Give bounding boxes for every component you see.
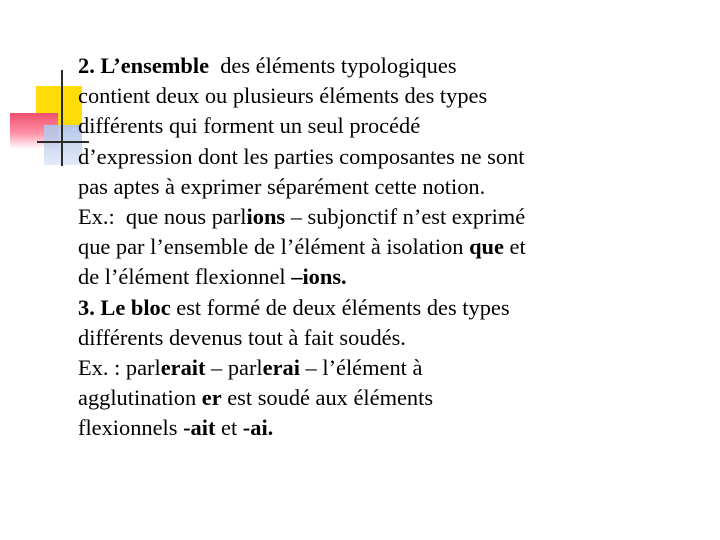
text-segment: Ex. : parl [78,354,161,380]
slide-text-body [78,51,708,443]
bold-text-segment: –ions. [291,264,347,290]
bold-text-segment: erai [262,354,300,380]
text-segment: est soudé aux éléments [221,385,434,411]
text-line [78,81,708,111]
bold-text-segment: er [201,385,222,411]
text-line [78,111,708,141]
text-segment: contient deux ou plusieurs éléments des types [78,83,488,109]
bold-text-segment: -ai. [242,415,274,441]
text-segment: – subjonctif n’est exprimé [285,203,526,229]
text-line [78,232,708,262]
text-segment: différents qui forment un seul procédé [78,113,421,139]
text-line [78,323,708,353]
text-line [78,202,708,232]
bold-text-segment: erait [160,354,206,380]
text-line [78,383,708,413]
ornament-vertical-line [61,70,63,166]
bold-text-segment: -ait [183,415,216,441]
text-segment: de l’élément flexionnel [78,264,292,290]
text-segment: que par l’ensemble de l’élément à isolation [78,234,470,260]
bold-text-segment: que [469,234,504,260]
text-segment: et [215,415,243,441]
text-line [78,413,708,443]
ornament-blue-square [44,125,82,165]
text-segment: est formé de deux éléments des types [170,294,510,320]
text-line [78,293,708,323]
text-segment: – l’élément à [299,354,423,380]
text-line [78,353,708,383]
text-segment: des éléments typologiques [209,53,457,78]
text-segment: pas aptes à exprimer séparément cette notion. [78,173,486,199]
text-segment: flexionnels [78,415,184,441]
text-line [78,172,708,202]
text-segment: Ex.: que nous parl [78,203,247,229]
text-segment: – parl [205,354,263,380]
text-line [78,51,708,81]
bold-text-segment: ions [246,203,286,229]
text-line [78,142,708,172]
text-segment: agglutination [78,385,202,411]
bold-text-segment: 3. Le bloc [78,294,171,320]
text-segment: d’expression dont les parties composantes ne sont [78,143,525,169]
bold-text-segment: 2. L’ensemble [78,53,210,78]
text-segment: et [503,234,526,260]
text-segment: différents devenus tout à fait soudés. [78,324,406,350]
text-line [78,262,708,292]
